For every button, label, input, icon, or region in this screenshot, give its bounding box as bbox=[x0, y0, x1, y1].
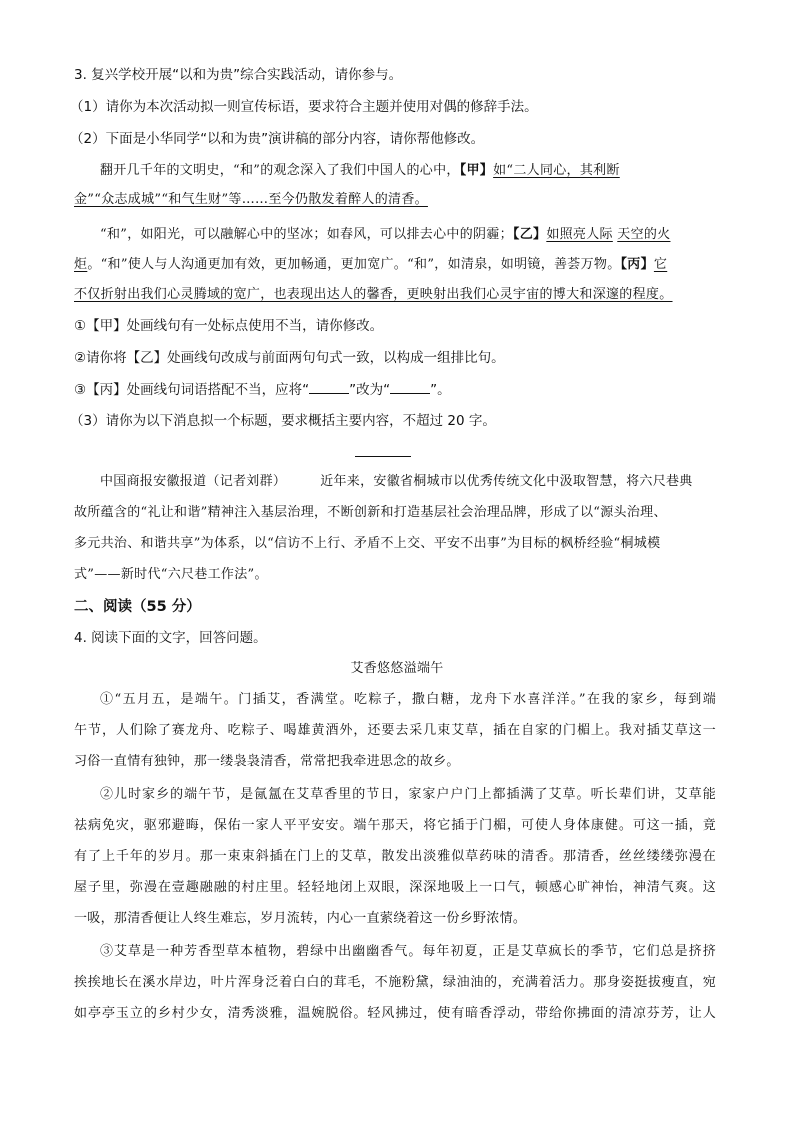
paragraph-3-line: 如亭亭玉立的乡村少女，清秀淡雅，温婉脱俗。轻风拂过，使有暗香浮动，带给你拂面的清凉芬芳，让人 bbox=[74, 1006, 716, 1021]
q3-intro: 3. 复兴学校开展“以和为贵”综合实践活动，请你参与。 bbox=[74, 67, 403, 83]
speech-line-4 bbox=[74, 255, 667, 275]
item-3-text: ”。 bbox=[430, 382, 451, 398]
speech-text: 。“和”使人与人沟通更加有效，更加畅通，更加宽广。“和”，如清泉，如明镜，善荟万物。 bbox=[87, 257, 621, 272]
paragraph-1-line: ①“五月五，是端午。门插艾，香满堂。吃粽子，撒白糖，龙舟下水喜洋洋。”在我的家乡，每到端 bbox=[100, 692, 716, 707]
news-line-2: 故所蕴含的“礼让和谐”精神注入基层治理，不断创新和打造基层社会治理品牌，形成了以“源头治理、 bbox=[74, 505, 667, 520]
underlined-sentence-yi-end: 炬 bbox=[74, 257, 88, 272]
q3-part1: （1）请你为本次活动拟一则宣传标语，要求符合主题并使用对偶的修辞手法。 bbox=[70, 99, 538, 115]
marker-bing: 【丙】 bbox=[620, 257, 654, 272]
underlined-sentence-yi-cont: 天空的火 bbox=[617, 227, 671, 242]
article-title: 艾香悠悠溢端午 bbox=[350, 661, 444, 676]
news-line-4: 式”——新时代“六尺巷工作法”。 bbox=[74, 567, 268, 582]
speech-line-1 bbox=[100, 161, 620, 181]
q3-part2: （2）下面是小华同学“以和为贵”演讲稿的部分内容，请你帮他修改。 bbox=[70, 131, 485, 147]
news-line-3: 多元共治、和谐共享”为体系，以“信访不上行、矛盾不上交、平安不出事”为目标的枫桥经验“桐城模 bbox=[74, 536, 661, 551]
item-2: ②请你将【乙】处画线句改成与前面两句句式一致，以构成一组排比句。 bbox=[74, 350, 505, 366]
item-3 bbox=[74, 380, 451, 400]
q3-part3: （3）请你为以下消息拟一个标题，要求概括主要内容，不超过 20 字。 bbox=[70, 413, 496, 429]
speech-line-3 bbox=[100, 225, 670, 245]
marker-jia: 【甲】 bbox=[459, 163, 494, 178]
answer-blank-1[interactable] bbox=[309, 381, 349, 394]
news-line-1 bbox=[100, 472, 693, 492]
paragraph-2-line: ②儿时家乡的端午节，是氤氲在艾草香里的节日，家家户户门上都插满了艾草。听长辈们讲，艾草能 bbox=[100, 787, 716, 802]
paragraph-2-line: 屋子里，弥漫在壹趣融融的村庄里。轻轻地闭上双眼，深深地吸上一口气，顿感心旷神怡，神清气爽。这 bbox=[74, 880, 716, 895]
speech-line-2: 金”“众志成城”“和气生财”等……至今仍散发着醉人的清香。 bbox=[74, 192, 428, 207]
speech-line-5: 不仅折射出我们心灵腾域的宽广，也表现出达人的馨香，更映射出我们心灵宇宙的博大和深邃的程度。 bbox=[74, 287, 673, 302]
news-text: 近年来，安徽省桐城市以优秀传统文化中汲取智慧，将六尺巷典 bbox=[320, 474, 693, 489]
section-heading: 二、阅读（55 分） bbox=[74, 599, 201, 615]
headline-answer-line[interactable] bbox=[355, 456, 411, 457]
marker-yi: 【乙】 bbox=[512, 227, 547, 242]
paragraph-2-line: 祛病免灾，驱邪避晦，保佑一家人平平安安。端午那天，将它插于门楣，可使人身体康健。可这一插，竟 bbox=[74, 818, 716, 833]
underlined-sentence-bing: 它 bbox=[653, 257, 668, 272]
paragraph-2-line: 有了上千年的岁月。那一束束斜插在门上的艾草，散发出淡雅似草药味的清香。那清香，丝丝缕缕弥漫在 bbox=[74, 849, 716, 864]
item-3-text: ③【丙】处画线句词语搭配不当，应将“ bbox=[74, 382, 310, 398]
answer-blank-2[interactable] bbox=[390, 381, 430, 394]
underlined-sentence-jia: 如“二人同心，其利断 bbox=[493, 163, 620, 178]
paragraph-2-line: 一吸，那清香便让人终生难忘，岁月流转，内心一直萦绕着这一份乡野浓情。 bbox=[74, 911, 527, 926]
paragraph-3-line: ③艾草是一种芳香型草本植物，碧绿中出幽幽香气。每年初夏，正是艾草疯长的季节，它们总是挤挤 bbox=[100, 944, 716, 959]
speech-text: 翻开几千年的文明史，“和”的观念深入了我们中国人的心中， bbox=[100, 163, 460, 178]
paragraph-3-line: 挨挨地长在溪水岸边，叶片浑身泛着白白的茸毛，不施粉黛，绿油油的，充满着活力。那身姿挺拔瘦直，宛 bbox=[74, 975, 716, 990]
news-byline: 中国商报安徽报道（记者刘群） bbox=[100, 474, 287, 489]
q4-instruction: 4. 阅读下面的文字，回答问题。 bbox=[74, 630, 267, 646]
item-3-text: ”改为“ bbox=[349, 382, 391, 398]
paragraph-1-line: 习俗一直情有独钟，那一缕袅袅清香，常常把我牵进思念的故乡。 bbox=[74, 754, 460, 769]
speech-text: “和”，如阳光，可以融解心中的坚冰；如春风，可以排去心中的阴霾； bbox=[100, 227, 513, 242]
paragraph-1-line: 午节，人们除了赛龙舟、吃粽子、喝雄黄酒外，还要去采几束艾草，插在自家的门楣上。我对插艾草这一 bbox=[74, 723, 716, 738]
underlined-sentence-yi: 如照亮人际 bbox=[546, 227, 613, 242]
item-1: ①【甲】处画线句有一处标点使用不当，请你修改。 bbox=[74, 318, 384, 334]
